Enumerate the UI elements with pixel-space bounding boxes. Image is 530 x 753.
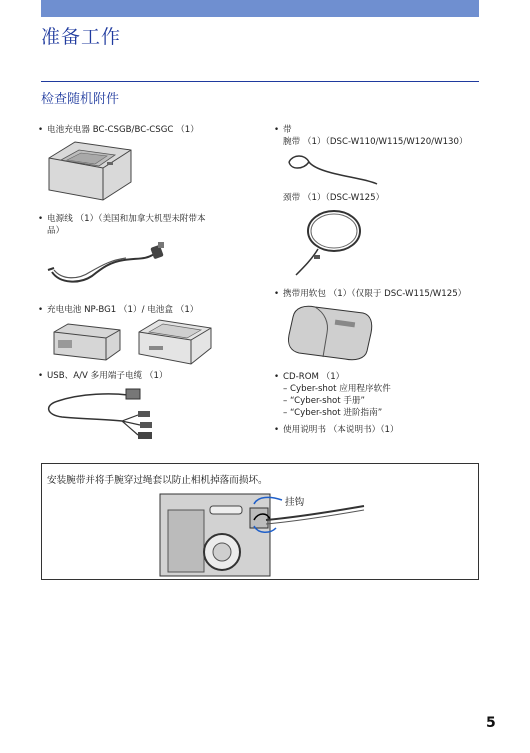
bullet: • <box>38 125 44 135</box>
bullet: • <box>274 125 280 135</box>
wrist-strap-illustration <box>285 152 380 188</box>
bullet: • <box>274 372 280 382</box>
power-cord-illustration <box>40 240 170 288</box>
bullet: • <box>38 214 44 224</box>
battery-illustration <box>50 322 125 364</box>
hook-label: 挂钩 <box>285 497 305 508</box>
item-power-cord-label: 电源线 （1）（美国和加拿大机型未附带本 <box>47 214 206 224</box>
soft-case-illustration <box>285 303 375 361</box>
section-divider <box>41 81 479 82</box>
cdrom-sub-advanced-guide: – “Cyber-shot 进阶指南” <box>283 408 383 418</box>
neck-strap-label: 颈带 （1）（DSC-W125） <box>283 193 385 203</box>
item-soft-case <box>274 289 466 301</box>
item-charger <box>38 125 199 137</box>
item-cdrom <box>274 372 344 384</box>
section-heading: 检查随机附件 <box>41 92 120 107</box>
camera-strap-illustration <box>158 490 368 576</box>
item-usb-cable <box>38 371 168 383</box>
item-manual-label: 使用说明书 （本说明书）（1） <box>283 425 399 435</box>
battery-case-illustration <box>135 318 215 366</box>
item-power-cord-label-cont: 品） <box>47 226 65 236</box>
item-power-cord <box>38 214 206 226</box>
item-battery <box>38 305 198 317</box>
cdrom-sub-software: – Cyber-shot 应用程序软件 <box>283 384 391 394</box>
charger-illustration <box>45 140 135 202</box>
neck-strap-illustration <box>288 205 363 280</box>
page-number: 5 <box>486 715 496 731</box>
usb-av-cable-illustration <box>42 385 160 445</box>
page-title: 准备工作 <box>41 26 122 48</box>
item-charger-label: 电池充电器 BC-CSGB/BC-CSGC （1） <box>47 125 199 135</box>
item-strap <box>274 125 292 137</box>
item-strap-label: 带 <box>283 125 292 135</box>
bullet: • <box>38 371 44 381</box>
bullet: • <box>274 425 280 435</box>
header-bar <box>41 0 479 17</box>
item-manual <box>274 425 399 437</box>
cdrom-sub-handbook: – “Cyber-shot 手册” <box>283 396 366 406</box>
bullet: • <box>38 305 44 315</box>
wrist-strap-label: 腕带 （1）（DSC-W110/W115/W120/W130） <box>283 137 468 147</box>
item-soft-case-label: 携带用软包 （1）（仅限于 DSC-W115/W125） <box>283 289 467 299</box>
item-cdrom-label: CD-ROM （1） <box>283 372 345 382</box>
item-battery-label: 充电电池 NP-BG1 （1）/ 电池盒 （1） <box>47 305 199 315</box>
strap-note-text: 安装腕带并将手腕穿过绳套以防止相机掉落而损坏。 <box>47 475 268 486</box>
bullet: • <box>274 289 280 299</box>
item-usb-cable-label: USB、A/V 多用端子电缆 （1） <box>47 371 168 381</box>
